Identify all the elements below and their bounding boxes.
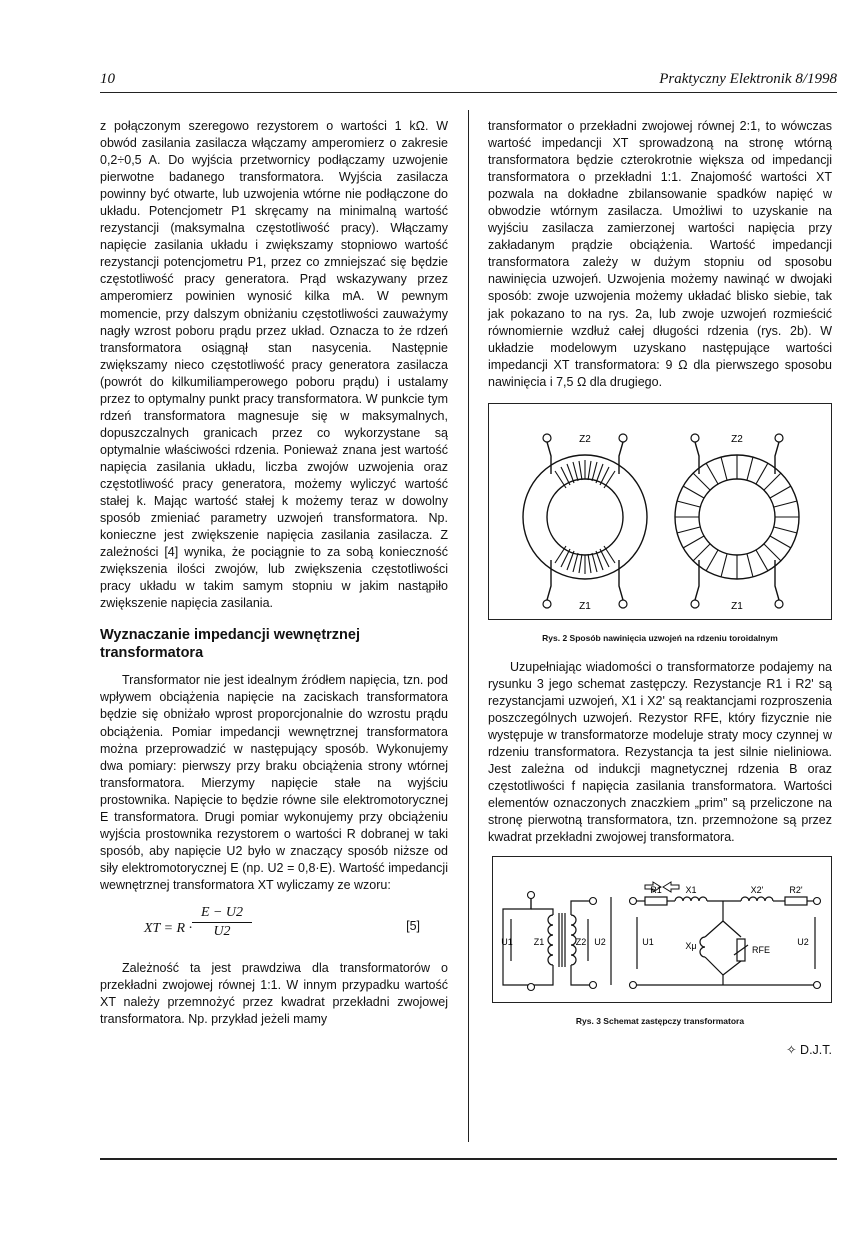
left-column	[100, 118, 448, 1028]
equivalent-circuit-diagram	[493, 857, 831, 1002]
paragraph: Transformator nie jest idealnym źródłem napięcia, tzn. pod wpływem obciążenia napięcie na zaciskach transformatora będzie się obniżało wprost proporcjonalnie do wzrostu prądu obciążenia. Pomiar impedancji wewnętrznej transformatora można przeprowadzić w następujący sposób. Wykonujemy dwa pomiary: pierwszy przy braku obciążenia strony wtórnej transformatora. Mierzymy napięcie stałe na wyjściu prostownika. Napięcie to będzie równe sile elektromotorycznej E transformatora. Drugi pomiar wykonujemy przy obciążeniu wyjścia prostownika rezystorem o wartości R dobranej w taki sposób, aby napięcie U2 było w znaczący sposób niższe od siły elektromotorycznej E (np. U2 = 0,8·E). Wartość impedancji wewnętrznej transformatora XT wyliczamy ze wzoru:	[100, 673, 448, 892]
formula-5	[100, 904, 448, 954]
label-z2-a: Z2	[579, 433, 591, 445]
label-r1: R1	[650, 885, 662, 896]
column-divider	[468, 110, 469, 1142]
formula-fraction	[192, 904, 252, 940]
journal-title: Praktyczny Elektronik 8/1998	[659, 71, 837, 87]
label-u2: U2	[594, 937, 606, 948]
label-u2-equiv: U2	[797, 937, 809, 948]
paragraph: Zależność ta jest prawdziwa dla transformatorów o przekładni zwojowej równej 1:1. W innym przypadku wartość XT należy przemnożyć przez kwadrat przekładni zwojowej transformatora. Np. przykład jeżeli mamy	[100, 960, 448, 1027]
figure-2-toroid-windings	[488, 403, 832, 620]
label-z2: Z2	[575, 937, 587, 948]
label-u1: U1	[501, 937, 513, 948]
paragraph: z połączonym szeregowo rezystorem o wartości 1 kΩ. W obwód zasilania zasilacza włączamy amperomierz o zakresie 0,2÷0,5 A. Do wyjścia przetwornicy podłączamy uzwojenie pierwotne badanego transformatora. Wyjścia zasilacza powinny być otwarte, lub uzwojenia wtórne nie podłączone do układu. Potencjometr P1 skręcamy na minimalną wartość rezystancji (maksymalna częstotliwość pracy). Włączamy napięcie zasilania układu i zwiększamy stopniowo wartość rezystancji potencjometru P1, przez co zmniejszać się będzie częstotliwość pracy generatora. Prąd wskazywany przez amperomierz powinien wynosić kilka mA. W pewnym momencie, przy dalszym obniżaniu częstotliwości zauważymy nagły wzrost poboru prądu przez układ. Oznacza to że rdzeń transformatora osiągnął stan nasycenia. Następnie zwiększamy nieco częstotliwość pracy generatora zasilacza (powrót do kilkumiliamperowego poboru prądu) i ustalamy przez to optymalny punkt pracy transformatora. W punkcie tym rdzeń transformatora magnesuje się w maksymalnych, dopuszczalnych granicach przez co wykorzystane są optymalnie właściwości rdzenia. Ponieważ znana jest wartość napięcia zasilania układu, liczba zwojów uzwojenia oraz częstotliwość pracy generatora, możemy wyliczyć wartość stałej k. Mając wartość stałej k możemy teraz w dowolny sposób zmieniać parametry uzwojeń transformatora. Np. konieczne jest zwiększenie napięcia zasilania zasilacza. Z zależności [4] wynika, że pociągnie to za sobą konieczność zwiększenia ilości zwojów, lub zwiększenia częstotliwości pracy układu w takim samym stopniu w jakim nastąpiło zwiększenie napięcia zasilania.	[100, 119, 448, 611]
footer-rule	[100, 1158, 837, 1160]
label-z2-b: Z2	[731, 433, 743, 445]
formula-lhs: XT = R ·	[144, 920, 193, 936]
label-x1: X1	[685, 885, 697, 896]
label-x2-prime: X2'	[750, 885, 764, 896]
label-x-mu: Xμ	[685, 941, 697, 952]
paragraph: transformator o przekładni zwojowej równej 2:1, to wówczas wartość impedancji XT sprowadzoną na stronę wtórną transformatora będzie czterokrotnie większa od impedancji transformatora o przekładni 1:1. Znajomość wartości XT pozwala na dokładne zbilansowanie spadków napięć w obwodzie wtórnym zasilacza. Umożliwi to uzyskanie na wyjściu zasilacza zamierzonej wartości napięcia przy zakładanym prądzie obciążenia. Wartość impedancji transformatora zależy w dużym stopniu od sposobu nawinięcia uzwojeń. Uzwojenia możemy nawinąć w dwojaki sposób: zwoje uzwojenia możemy układać blisko siebie, tak jak pokazano to na rys. 2a, lub zwoje uzwojeń rozmieścić równomiernie wzdłuż całej długości rdzenia (rys. 2b). W układzie modelowym uzyskano następujące wartości impedancji XT transformatora: 9 Ω dla pierwszego sposobu nawinięcia i 7,5 Ω dla drugiego.	[488, 119, 832, 389]
formula-denominator: U2	[213, 924, 231, 940]
section-heading: Wyznaczanie impedancji wewnętrznej transformatora	[100, 627, 361, 662]
page-number: 10	[100, 71, 115, 87]
label-u1-equiv: U1	[642, 937, 654, 948]
label-z1: Z1	[533, 937, 545, 948]
label-rfe: RFE	[752, 945, 770, 956]
paragraph: Uzupełniając wiadomości o transformatorze podajemy na rysunku 3 jego schemat zastępczy. Rezystancje R1 i R2' są rezystancjami uzwojeń, X1 i X2' są reaktancjami rozproszenia poszczególnych uzwojeń. Rezystor RFE, który fizycznie nie występuje w transformatorze modeluje straty mocy czynnej w rdzeniu transformatora. Rezystancja ta jest silnie nieliniowa. Jest zależna od indukcji magnetycznej rdzenia B oraz częstotliwości f napięcia zasilania transformatora. Wartości elementów oznaczonych znaczkiem „prim” są przeliczone na stronę pierwotną transformatora, tzn. przemnożone są przez kwadrat przekładni zwojowej transformatora.	[488, 659, 832, 845]
label-r2-prime: R2'	[789, 885, 803, 896]
figure-2-caption: Rys. 2 Sposób nawinięcia uzwojeń na rdzeniu toroidalnym	[542, 632, 778, 643]
toroid-b	[675, 442, 799, 600]
figure-3-caption: Rys. 3 Schemat zastępczy transformatora	[575, 1016, 745, 1027]
formula-numerator: E − U2	[192, 904, 252, 923]
toroid-diagram	[489, 404, 831, 619]
figure-3-equivalent-circuit	[492, 856, 832, 1003]
page-header	[100, 70, 837, 93]
right-column	[488, 118, 832, 1059]
author-signature: ✧ D.J.T.	[786, 1043, 832, 1058]
formula-number: [5]	[406, 918, 420, 933]
label-z1-b: Z1	[731, 600, 743, 612]
toroid-a	[523, 442, 647, 600]
label-z1-a: Z1	[579, 600, 591, 612]
